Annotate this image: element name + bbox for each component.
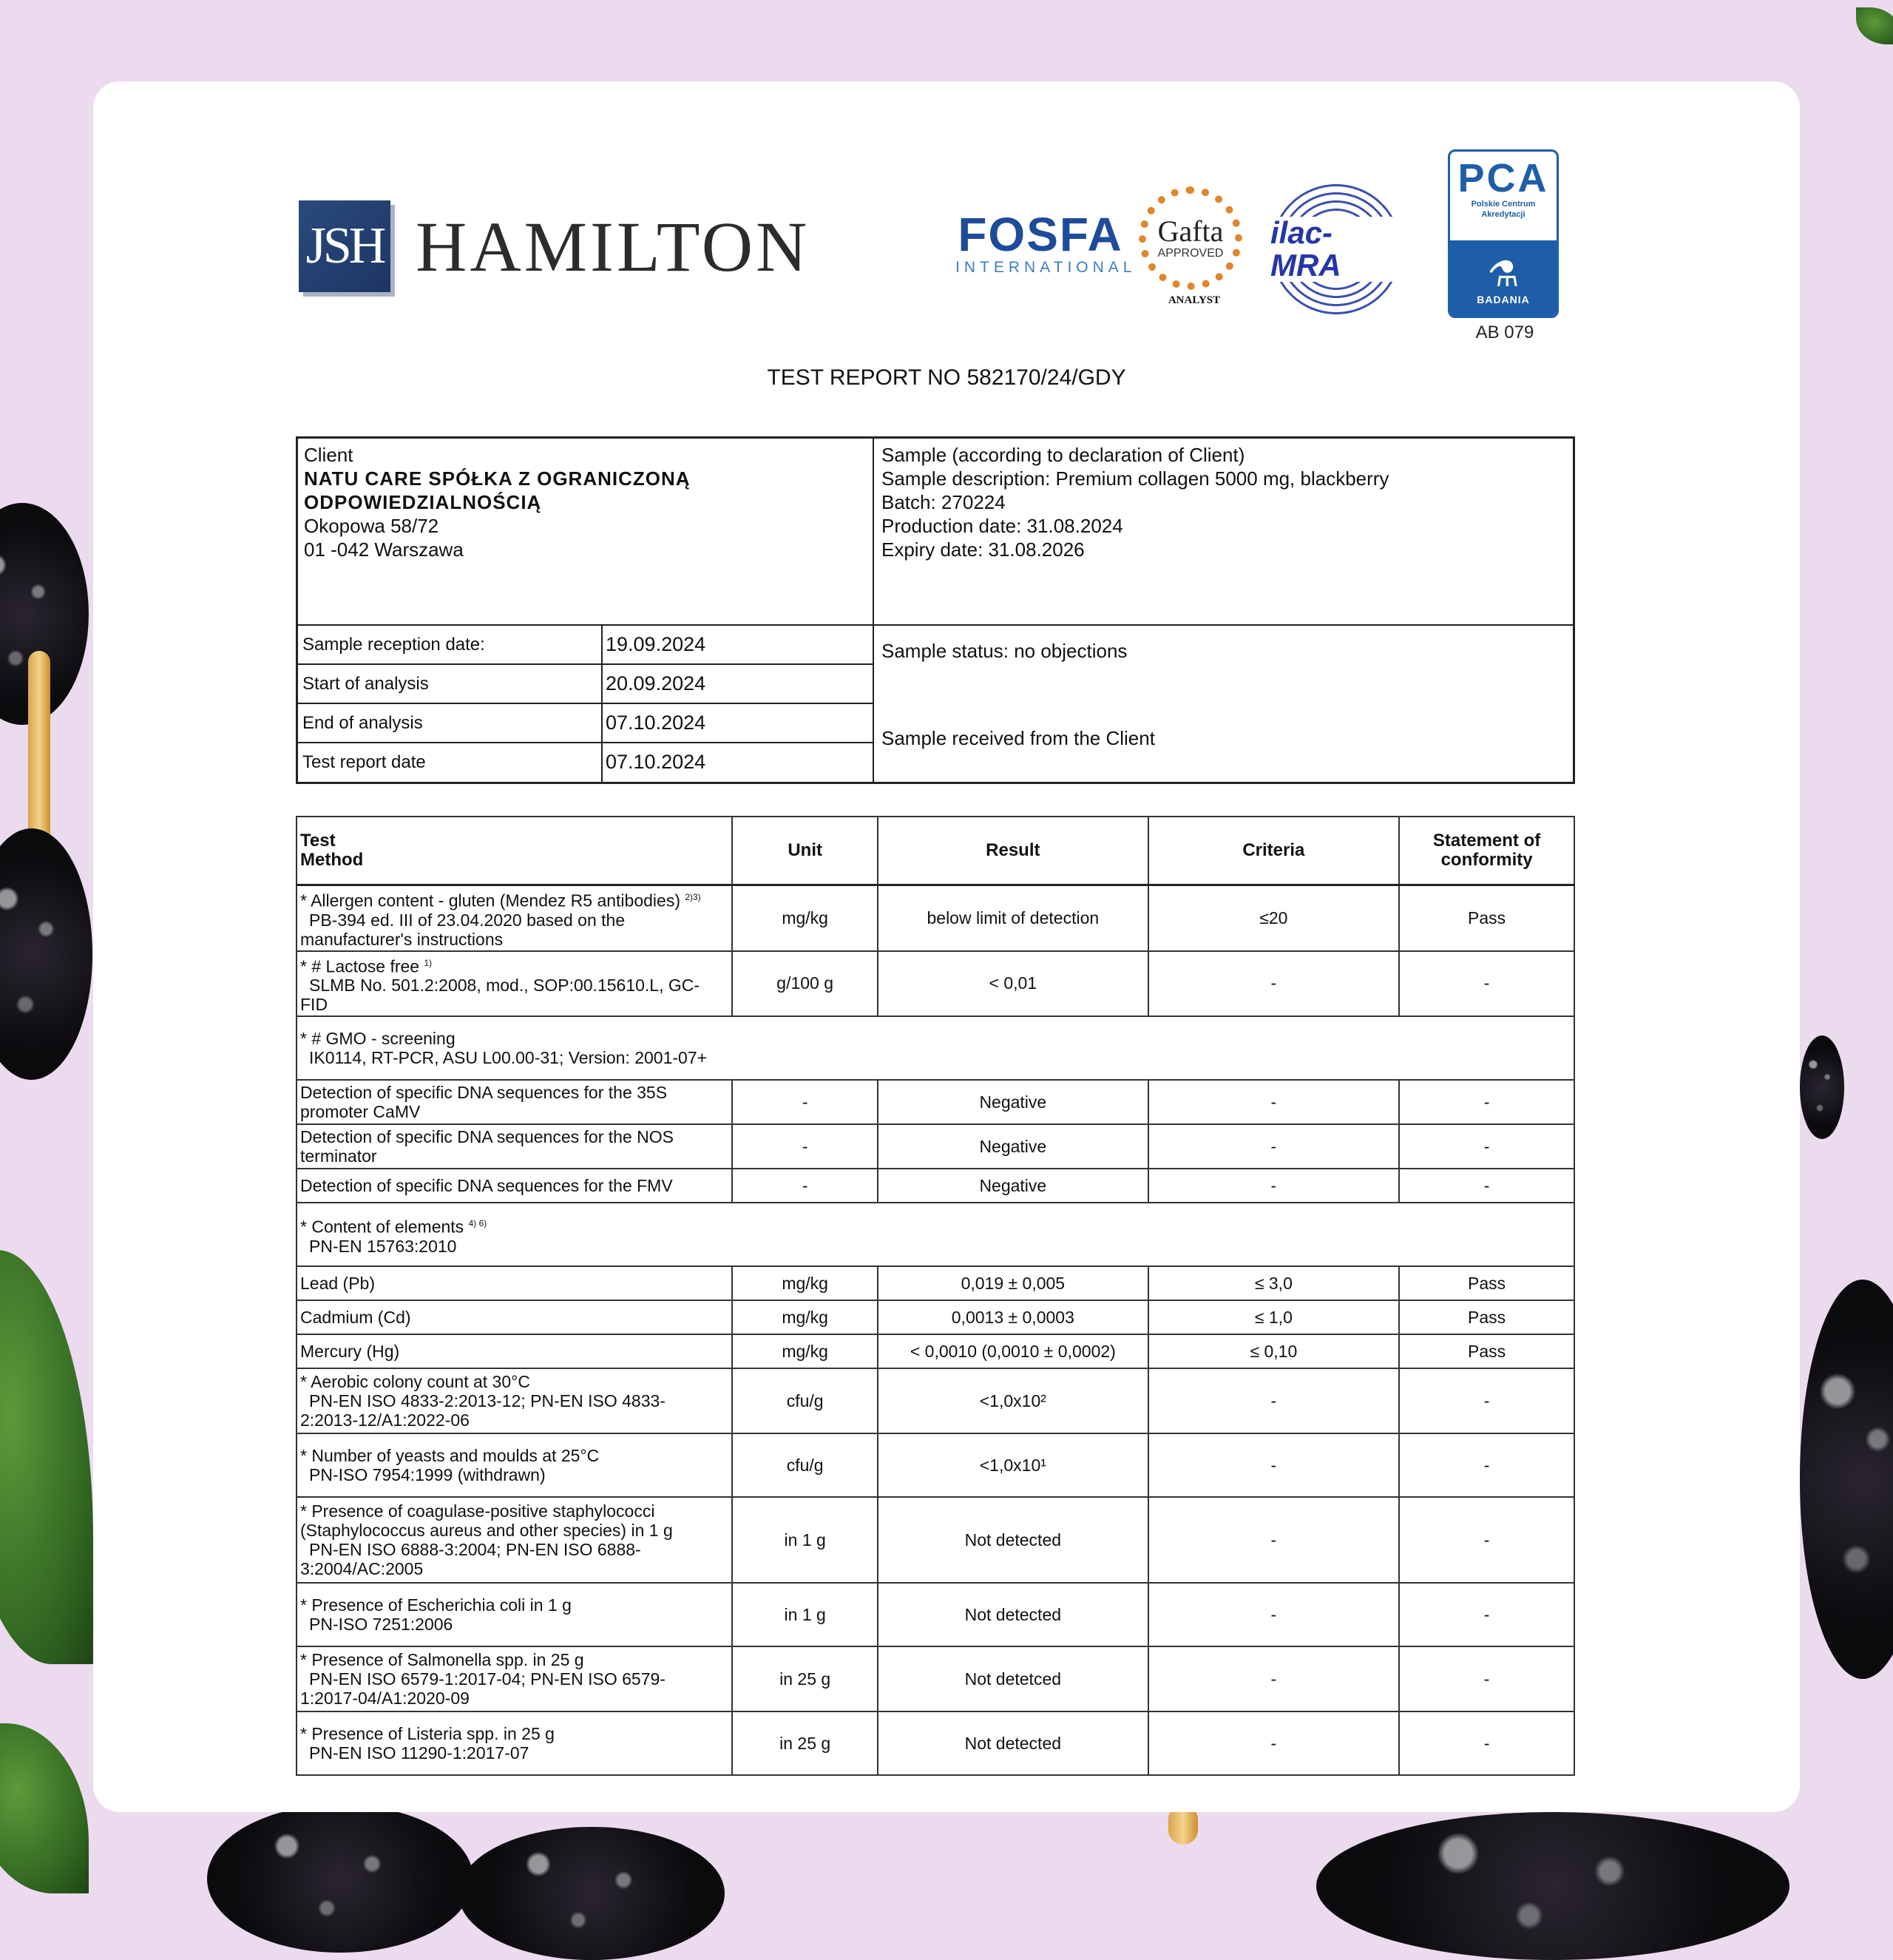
ilac-mra-logo	[1269, 182, 1403, 317]
date-row	[298, 743, 873, 783]
gafta-logo	[1139, 186, 1250, 307]
statement-cell: -	[1399, 1368, 1574, 1433]
blackberry-decoration	[0, 828, 92, 1080]
pca-subtitle-2: Akredytacji	[1481, 210, 1525, 219]
test-method-cell: * Presence of Salmonella spp. in 25 g PN-EN ISO 6579-1:2017-04; PN-EN ISO 6579- 1:2017-04/A1:2020-09	[297, 1646, 732, 1711]
statement-cell: -	[1399, 1124, 1574, 1169]
result-cell: 0,0013 ± 0,0003	[878, 1300, 1148, 1334]
header-criteria: Criteria	[1148, 817, 1400, 885]
sample-heading: Sample (according to declaration of Client)	[881, 444, 1245, 466]
fosfa-logo	[955, 208, 1137, 277]
unit-cell: in 25 g	[732, 1711, 878, 1775]
elements-section-cell: * Content of elements $^{4) 6)}$ PN-EN 15763:2010	[297, 1203, 1574, 1266]
fosfa-wordmark: FOSFA	[958, 208, 1123, 261]
sample-batch: Batch: 270224	[881, 491, 1006, 513]
test-method-cell: * Presence of coagulase-positive staphylococci (Staphylococcus aureus and other species) in 1 g PN-EN ISO 6888-3:2004; PN-EN ISO 6888- 3:2004/AC:2005	[297, 1497, 732, 1583]
sample-production-date: Production date: 31.08.2024	[881, 515, 1123, 537]
statement-cell: -	[1399, 1583, 1574, 1646]
result-cell: Negative	[878, 1124, 1148, 1169]
pca-wordmark: PCA	[1457, 156, 1549, 200]
table-section-row	[297, 1016, 1574, 1080]
pca-logo	[1448, 149, 1562, 343]
table-row	[297, 1711, 1574, 1775]
unit-cell: mg/kg	[732, 885, 878, 951]
gafta-approved: APPROVED	[1157, 247, 1224, 260]
criteria-cell: ≤ 1,0	[1148, 1300, 1400, 1334]
test-method-cell: Detection of specific DNA sequences for the FMV	[297, 1169, 732, 1203]
criteria-cell: -	[1148, 1583, 1400, 1646]
sample-info	[881, 443, 1389, 561]
date-row	[298, 704, 873, 743]
test-method-cell: * Allergen content - gluten (Mendez R5 antibodies) $^{2)3)}$ PB-394 ed. III of 23.04.2020 based on the manufacturer's instructions	[297, 885, 732, 951]
gafta-analyst: ANALYST	[1168, 294, 1221, 306]
leaf-decoration	[0, 1250, 93, 1664]
client-address-line-2: 01 -042 Warszawa	[304, 538, 464, 561]
client-name-line-2: ODPOWIEDZIALNOŚCIĄ	[304, 491, 542, 513]
date-row	[298, 665, 873, 704]
flask-icon: ⚗	[1487, 255, 1520, 294]
table-row	[297, 1368, 1574, 1433]
criteria-cell: -	[1148, 1711, 1400, 1775]
table-row	[297, 1334, 1574, 1368]
result-cell: <1,0x10²	[878, 1368, 1148, 1433]
date-value: 07.10.2024	[606, 712, 706, 734]
unit-cell: in 1 g	[732, 1583, 878, 1646]
unit-cell: mg/kg	[732, 1266, 878, 1300]
results-table	[296, 816, 1575, 1776]
blackberry-decoration	[1800, 1035, 1844, 1139]
unit-cell: -	[732, 1080, 878, 1124]
criteria-cell: ≤20	[1148, 885, 1400, 951]
leaf-decoration	[0, 1723, 89, 1893]
date-label: Test report date	[302, 752, 426, 772]
unit-cell: cfu/g	[732, 1433, 878, 1497]
unit-cell: -	[732, 1169, 878, 1203]
result-cell: Not detected	[878, 1711, 1148, 1775]
date-value: 20.09.2024	[606, 672, 706, 695]
unit-cell: mg/kg	[732, 1334, 878, 1368]
hamilton-logo	[299, 197, 810, 296]
table-section-row	[297, 1203, 1574, 1266]
unit-cell: g/100 g	[732, 951, 878, 1017]
statement-cell: -	[1399, 1433, 1574, 1497]
test-method-cell: * Presence of Escherichia coli in 1 g PN-ISO 7251:2006	[297, 1583, 732, 1646]
criteria-cell: -	[1148, 1080, 1400, 1124]
unit-cell: in 1 g	[732, 1497, 878, 1583]
pca-badania: BADANIA	[1477, 294, 1530, 305]
criteria-cell: -	[1148, 1169, 1400, 1203]
statement-cell: -	[1399, 1080, 1574, 1124]
test-method-cell: Lead (Pb)	[297, 1266, 732, 1300]
test-method-cell: * Presence of Listeria spp. in 25 g PN-EN ISO 11290-1:2017-07	[297, 1711, 732, 1775]
table-header-row	[297, 817, 1574, 885]
criteria-cell: -	[1148, 1433, 1400, 1497]
test-method-cell: Mercury (Hg)	[297, 1334, 732, 1368]
dates-table	[298, 626, 873, 783]
table-row	[297, 1497, 1574, 1583]
table-row	[297, 1646, 1574, 1711]
table-row	[297, 1169, 1574, 1203]
statement-cell: Pass	[1399, 1266, 1574, 1300]
gafta-ring	[1139, 186, 1242, 290]
criteria-cell: ≤ 0,10	[1148, 1334, 1400, 1368]
blackberry-decoration	[207, 1805, 473, 1953]
date-value: 07.10.2024	[606, 751, 706, 773]
statement-cell: -	[1399, 951, 1574, 1017]
fosfa-subtitle: INTERNATIONAL	[955, 259, 1137, 276]
result-cell: Negative	[878, 1080, 1148, 1124]
client-info	[304, 443, 691, 561]
gmo-section-cell: * # GMO - screening IK0114, RT-PCR, ASU L00.00-31; Version: 2001-07+	[297, 1016, 1574, 1080]
statement-cell: -	[1399, 1497, 1574, 1583]
header-result: Result	[878, 817, 1148, 885]
client-heading: Client	[304, 444, 353, 466]
statement-cell: Pass	[1399, 885, 1574, 951]
jsh-logo-mark: JSH	[299, 200, 390, 292]
client-name-line-1: NATU CARE SPÓŁKA Z OGRANICZONĄ	[304, 467, 691, 490]
test-method-cell: * Number of yeasts and moulds at 25°C PN-ISO 7954:1999 (withdrawn)	[297, 1433, 732, 1497]
unit-cell: cfu/g	[732, 1368, 878, 1433]
result-cell: Not detected	[878, 1497, 1148, 1583]
pca-badge	[1448, 149, 1559, 318]
table-row	[297, 1433, 1574, 1497]
gafta-wordmark: Gafta	[1157, 214, 1224, 248]
report-title: TEST REPORT NO 582170/24/GDY	[767, 365, 1126, 390]
result-cell: Negative	[878, 1169, 1148, 1203]
blackberry-decoration	[458, 1827, 725, 1960]
test-method-cell: * Aerobic colony count at 30°C PN-EN ISO 4833-2:2013-12; PN-EN ISO 4833- 2:2013-12/A1:2022-06	[297, 1368, 732, 1433]
blackberry-decoration	[1316, 1812, 1789, 1960]
hamilton-wordmark: HAMILTON	[416, 206, 810, 286]
test-method-cell: Detection of specific DNA sequences for the NOS terminator	[297, 1124, 732, 1169]
table-row	[297, 1124, 1574, 1169]
sample-received: Sample received from the Client	[881, 727, 1155, 749]
table-row	[297, 1266, 1574, 1300]
table-row	[297, 1300, 1574, 1334]
client-address-line-1: Okopowa 58/72	[304, 515, 439, 537]
sample-expiry-date: Expiry date: 31.08.2026	[881, 538, 1085, 561]
result-cell: < 0,01	[878, 951, 1148, 1017]
criteria-cell: -	[1148, 1368, 1400, 1433]
statement-cell: -	[1399, 1169, 1574, 1203]
header-statement: Statement of conformity	[1399, 817, 1574, 885]
statement-cell: -	[1399, 1711, 1574, 1775]
unit-cell: -	[732, 1124, 878, 1169]
date-row	[298, 626, 873, 665]
test-method-cell: Detection of specific DNA sequences for the 35S promoter CaMV	[297, 1080, 732, 1124]
result-cell: <1,0x10¹	[878, 1433, 1148, 1497]
header-test-method: Test Method	[297, 817, 732, 885]
criteria-cell: ≤ 3,0	[1148, 1266, 1400, 1300]
criteria-cell: -	[1148, 1497, 1400, 1583]
accreditation-number: AB 079	[1475, 322, 1534, 342]
unit-cell: in 25 g	[732, 1646, 878, 1711]
sample-description: Sample description: Premium collagen 5000 mg, blackberry	[881, 467, 1389, 490]
blackberry-decoration	[1800, 1280, 1893, 1679]
header-unit: Unit	[732, 817, 878, 885]
sample-status: Sample status: no objections	[881, 640, 1128, 662]
table-row	[297, 1583, 1574, 1646]
pca-subtitle-1: Polskie Centrum	[1471, 200, 1536, 209]
result-cell: Not detetced	[878, 1646, 1148, 1711]
table-row	[297, 885, 1574, 951]
criteria-cell: -	[1148, 1124, 1400, 1169]
table-row	[297, 951, 1574, 1017]
date-label: Start of analysis	[302, 674, 429, 694]
criteria-cell: -	[1148, 1646, 1400, 1711]
result-cell: 0,019 ± 0,005	[878, 1266, 1148, 1300]
unit-cell: mg/kg	[732, 1300, 878, 1334]
statement-cell: -	[1399, 1646, 1574, 1711]
test-method-cell: Cadmium (Cd)	[297, 1300, 732, 1334]
result-cell: < 0,0010 (0,0010 ± 0,0002)	[878, 1334, 1148, 1368]
leaf-decoration	[1856, 7, 1893, 44]
ilac-wordmark: ilac-MRA	[1269, 217, 1403, 282]
statement-cell: Pass	[1399, 1334, 1574, 1368]
honey-drip-decoration	[28, 651, 50, 843]
statement-cell: Pass	[1399, 1300, 1574, 1334]
date-label: Sample reception date:	[302, 635, 485, 655]
result-cell: below limit of detection	[878, 885, 1148, 951]
criteria-cell: -	[1148, 951, 1400, 1017]
result-cell: Not detected	[878, 1583, 1148, 1646]
test-method-cell: * # Lactose free $^{1)}$ SLMB No. 501.2:2008, mod., SOP:00.15610.L, GC- FID	[297, 951, 732, 1017]
date-label: End of analysis	[302, 713, 423, 733]
date-value: 19.09.2024	[606, 633, 706, 655]
table-row	[297, 1080, 1574, 1124]
client-sample-table	[296, 436, 1575, 784]
